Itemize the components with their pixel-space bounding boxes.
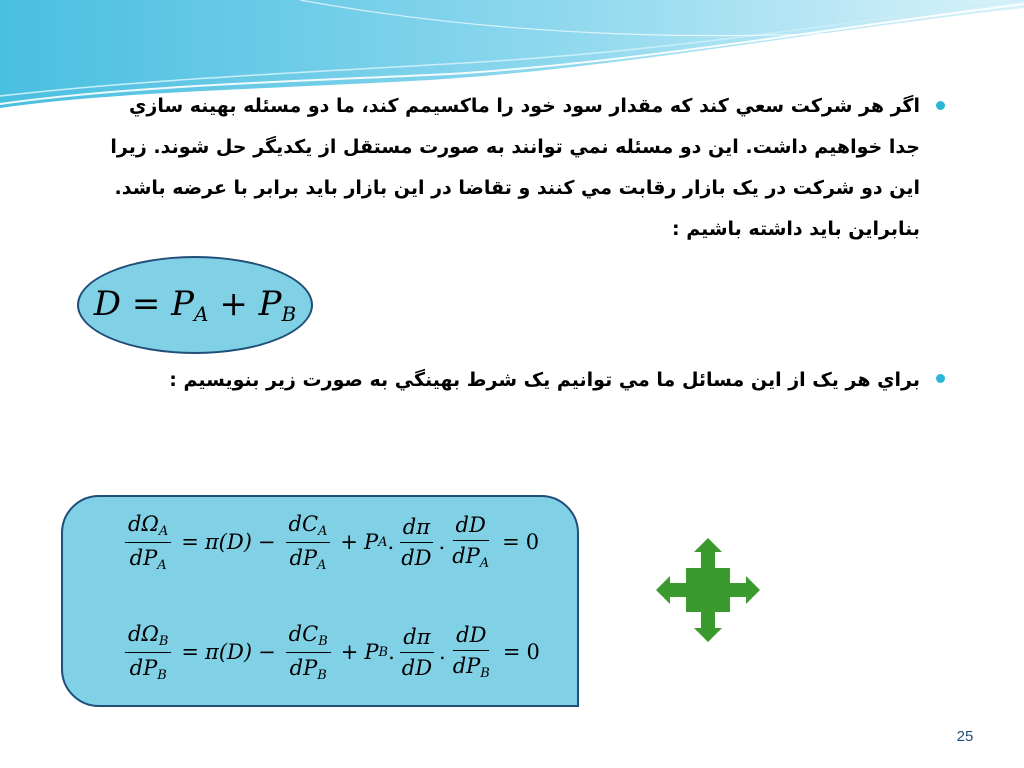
equation-firm-b: $\frac{d\Omega_B}{dP_B}$ = π(D) − $\frac{dC_B}{dP_B}$ + P B . $\frac{d\pi}{dD}$ . $\frac{dD}{dP_B}$ = 0 (121, 617, 540, 687)
bullet-dot (936, 374, 945, 383)
four-way-arrow-icon (656, 538, 760, 642)
paragraph-line: جدا خواهيم داشت. اين دو مسئله نمي توانند به صورت مستقل از يکديگر حل شوند. زيرا (110, 136, 920, 158)
paragraph-line: بنابراين بايد داشته باشيم : (672, 218, 920, 240)
paragraph-line: اگر هر شرکت سعي کند که مقدار سود خود را ماکسيمم کند، ما دو مسئله بهينه سازي (128, 95, 920, 117)
demand-equation: $D = P_A + P_B$ (93, 284, 297, 326)
demand-equation-oval (77, 256, 313, 354)
bullet-dot (936, 101, 945, 110)
paragraph-optimization-intro (50, 86, 920, 250)
page-number: 25 (956, 728, 974, 745)
paragraph-optimality-condition: براي هر يک از اين مسائل ما مي توانيم يک شرط بهينگي به صورت زير بنويسيم : (169, 369, 920, 391)
optimality-equations-box (61, 495, 579, 707)
paragraph-line: اين دو شرکت در يک بازار رقابت مي کنند و تقاضا در اين بازار بايد برابر با عرضه باشد. (114, 177, 920, 199)
equation-firm-a: $\frac{d\Omega_A}{dP_A}$ = π(D) − $\frac{dC_A}{dP_A}$ + P A . $\frac{d\pi}{dD}$ . $\frac{dD}{dP_A}$ = 0 (121, 507, 539, 577)
